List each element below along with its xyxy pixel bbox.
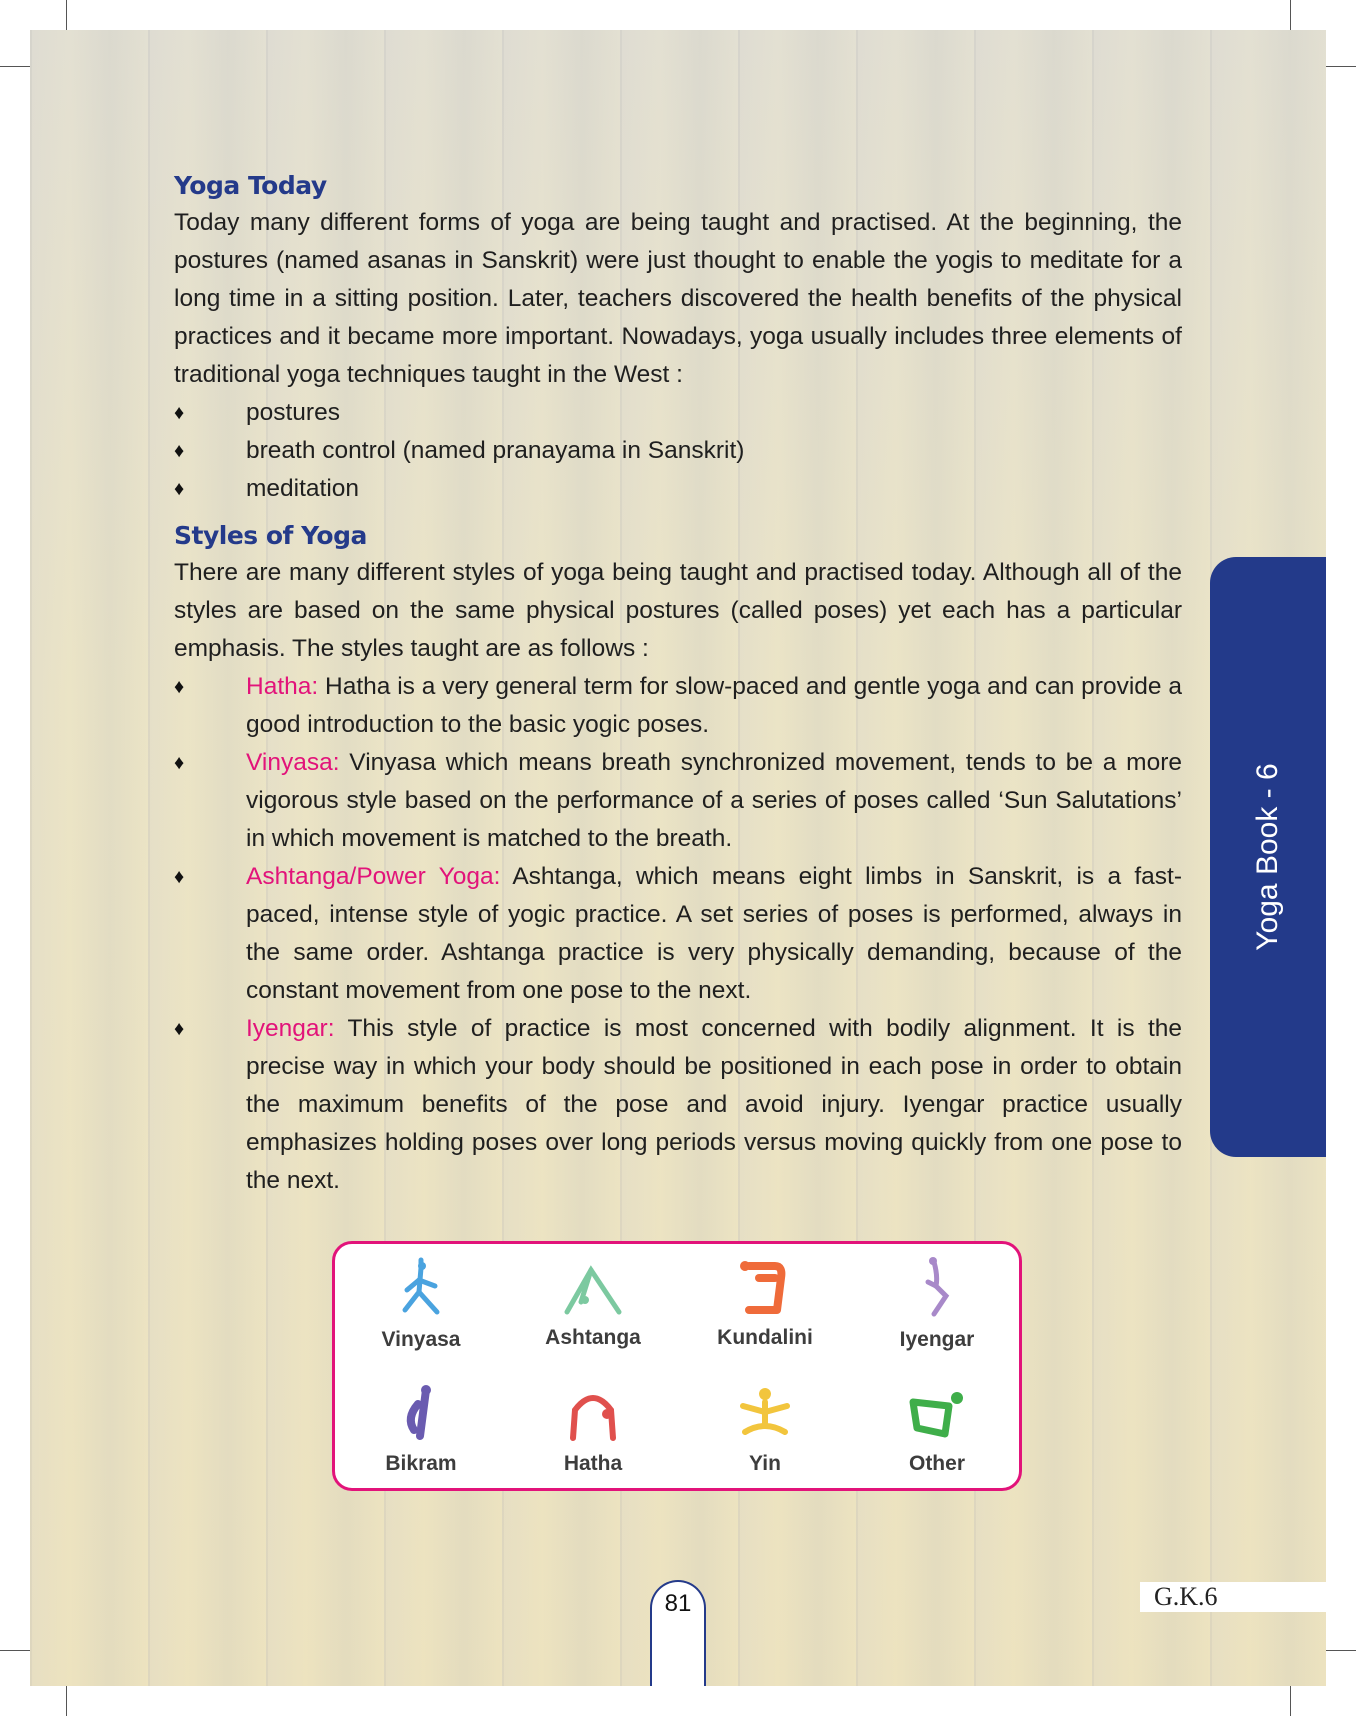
section-heading-yoga-today: Yoga Today (174, 171, 327, 200)
hatha-pose-icon (561, 1384, 625, 1444)
kundalini-pose-icon (735, 1256, 795, 1318)
diamond-bullet-icon: ♦ (174, 866, 185, 888)
yoga-style-other (851, 1384, 1023, 1494)
style-description: Hatha is a very general term for slow-paced and gentle yoga and can provide a good introduction to the basic yogic poses. (246, 673, 1182, 738)
crop-mark (1290, 1686, 1291, 1716)
yoga-style-label: Other (908, 1452, 965, 1475)
list-item (174, 744, 1182, 858)
diamond-bullet-icon: ♦ (174, 752, 185, 774)
paragraph-yoga-today: Today many different forms of yoga are being taught and practised. At the beginning, the postures (named asanas in Sanskrit) were just thought to enable the yogis to meditate for a long time in a sitting position. Later, teachers discovered the health benefits of the physical practices and it became more important. Nowadays, yoga usually includes three elements of traditional yoga techniques taught in the West : (174, 209, 1182, 388)
yoga-style-vinyasa (335, 1256, 507, 1366)
page-number: 81 (650, 1580, 706, 1686)
section-heading-styles-of-yoga: Styles of Yoga (174, 521, 367, 550)
bikram-pose-icon (396, 1384, 446, 1444)
list-item: ♦ breath control (named pranayama in Sanskrit) (174, 432, 1182, 470)
style-term: Hatha: (246, 673, 319, 700)
style-description: Vinyasa which means breath synchronized movement, tends to be a more vigorous style based on the performance of a series of poses called ‘Sun Salutations’ in which movement is matched to the breath. (246, 749, 1182, 852)
ashtanga-pose-icon (561, 1262, 625, 1318)
yoga-styles-graphic (332, 1241, 1022, 1491)
yoga-style-label: Bikram (385, 1452, 457, 1475)
style-description: This style of practice is most concerned with bodily alignment. It is the precise way in which your body should be positioned in each pose in order to obtain the maximum benefits of the pose and avoid injury. Iyengar practice usually emphasizes holding poses over long periods versus moving quickly from one pose to the next. (246, 1015, 1182, 1194)
crop-mark (0, 66, 30, 67)
style-description: Ashtanga, which means eight limbs in Sanskrit, is a fast-paced, intense style of yogic practice. A set series of poses is performed, always in the same order. Ashtanga practice is very physically demanding, because of the constant movement from one pose to the next. (246, 863, 1183, 1004)
yoga-style-iyengar (851, 1256, 1023, 1366)
yoga-style-kundalini (679, 1256, 851, 1366)
yoga-style-bikram (335, 1384, 507, 1494)
yoga-style-label: Vinyasa (381, 1328, 461, 1351)
crop-mark (1326, 1650, 1356, 1651)
yoga-style-label: Ashtanga (545, 1326, 641, 1349)
yoga-style-hatha (507, 1384, 679, 1494)
crop-mark (66, 1686, 67, 1716)
iyengar-pose-icon (912, 1256, 962, 1320)
yoga-style-ashtanga (507, 1262, 679, 1372)
list-item (174, 668, 1182, 744)
vinyasa-pose-icon (391, 1256, 451, 1320)
crop-mark (0, 1650, 30, 1651)
crop-mark (66, 0, 67, 30)
style-term: Ashtanga/Power Yoga: (246, 863, 501, 890)
list-item (174, 1010, 1182, 1200)
diamond-bullet-icon: ♦ (174, 1018, 185, 1040)
style-term: Iyengar: (246, 1015, 335, 1042)
paragraph-styles-intro: There are many different styles of yoga being taught and practised today. Although all of the styles are based on the same physical postures (called poses) yet each has a particular emphasis. The styles taught are as follows : (174, 559, 1182, 662)
side-tab-label: Yoga Book - 6 (1251, 763, 1284, 951)
crop-mark (1290, 0, 1291, 30)
diamond-bullet-icon: ♦ (174, 478, 185, 500)
side-tab (1210, 557, 1326, 1157)
crop-mark (1326, 66, 1356, 67)
main-content (174, 168, 1182, 1200)
list-item: ♦ postures (174, 394, 1182, 432)
diamond-bullet-icon: ♦ (174, 402, 185, 424)
yoga-style-label: Hatha (563, 1452, 623, 1475)
style-term: Vinyasa: (246, 749, 340, 776)
list-item (174, 858, 1182, 1010)
list-item: ♦ meditation (174, 470, 1182, 508)
bullet-list-elements (174, 394, 1182, 508)
bullet-list-styles (174, 668, 1182, 1200)
yin-pose-icon (733, 1384, 797, 1444)
diamond-bullet-icon: ♦ (174, 676, 185, 698)
diamond-bullet-icon: ♦ (174, 440, 185, 462)
yoga-style-label: Iyengar (899, 1328, 975, 1351)
footer-label: G.K.6 (1140, 1582, 1326, 1612)
yoga-style-yin (679, 1384, 851, 1494)
yoga-style-label: Kundalini (717, 1326, 813, 1349)
other-pose-icon (905, 1384, 969, 1444)
yoga-style-label: Yin (749, 1452, 781, 1475)
